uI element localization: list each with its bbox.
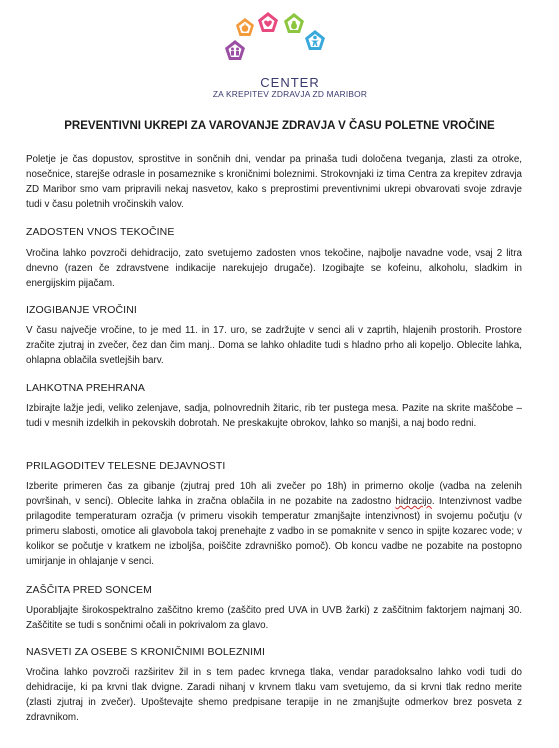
section-heading-physical-activity: PRILAGODITEV TELESNE DEJAVNOSTI (26, 460, 226, 472)
text-part: . Intenzivnost vadbe prilagodite temperaturam ozračja (v primeru visokih temperatur zmanjšajte intenzivnost) in svojemu počutju (v primeru slabosti, omotice ali glavobola takoj prenehajte z vadbo in se pomaknite v senco in spijte kozarec vode; v kolikor se počutje v kratkem ne izboljša, poiščite zdravniško pomoč). Ob koncu vadbe ne pozabite na postopno umirjanje in ohlajanje v senci. (26, 496, 523, 567)
intro-paragraph: Poletje je čas dopustov, sprostitve in sončnih dni, vendar pa prinaša tudi določena tveganja, zlasti za otroke, nosečnice, starejše odrasle in posameznike s kroničnimi boleznimi. Strokovnjaki iz tima Centra za krepitev zdravja ZD Maribor smo vam pripravili nekaj nasvetov, kako s preprostimi preventivnimi ukrepi obvarovati svoje zdravje tudi v času poletnih vročinskih valov. (26, 154, 522, 210)
section-text-physical-activity (26, 479, 522, 569)
section-text-heat-avoidance: V času največje vročine, to je med 11. in 17. uro, se zadržujte v senci ali v zaprtih, hlajenih prostorih. Prostore zračite zjutraj in zvečer, čez dan čim manj.. Doma se lahko ohladite tudi s hladno prho ali kopeljo. Oblecite lahka, ohlapna oblačila svetlejših barv. (26, 325, 522, 366)
section-heading-diet: LAHKOTNA PREHRANA (26, 382, 145, 394)
section-text-diet: Izbirajte lažje jedi, veliko zelenjave, sadja, polnovrednih žitaric, rib ter pustega mesa. Pazite na skrite maščobe – tudi v mesnih izdelkih in pekovskih dobrotah. Ne preskakujte obrokov, lahko so manjši, a naj bodo redni. (26, 403, 522, 429)
logo-text (190, 76, 390, 100)
section-heading-chronic-diseases: NASVETI ZA OSEBE S KRONIČNIMI BOLEZNIMI (26, 646, 266, 658)
spellcheck-flagged-word[interactable]: hidracijo (395, 496, 432, 507)
apple-icon (236, 18, 254, 36)
text-part: Izberite primeren čas za gibanje (zjutraj pred 10h ali zvečer po 18h) in primerno okolje (vadba na zelenih površinah, v senci). Oblecite lahka in zračna oblačila in ne pozabite na zadostno (26, 481, 522, 507)
section-heading-sun-protection: ZAŠČITA PRED SONCEM (26, 584, 152, 596)
section-text-sun-protection: Uporabljajte širokospektralno zaščitno kremo (zaščito pred UVA in UVB žarki) z zaščitnim faktorjem najmanj 30. Zaščitite se tudi s sončnimi očali in pokrivalom za glavo. (26, 605, 522, 631)
person-icon (305, 30, 325, 50)
logo-title: CENTER (260, 75, 320, 90)
center-logo (190, 12, 390, 102)
document-title: PREVENTIVNI UKREPI ZA VAROVANJE ZDRAVJA V ČASU POLETNE VROČINE (64, 120, 495, 132)
section-text-hydration: Vročina lahko povzroči dehidracijo, zato svetujemo zadosten vnos tekočine, najbolje navadne vode, vsaj 2 litra dnevno (razen če zdravstvene indikacije narekujejo drugače). Izogibajte se kofeinu, alkoholu, sladkim in energijskim pijačam. (26, 248, 522, 289)
section-heading-heat-avoidance: IZOGIBANJE VROČINI (26, 304, 137, 316)
logo-graphic (190, 12, 390, 76)
heart-icon (258, 12, 278, 32)
section-text-chronic-diseases: Vročina lahko povzroči razširitev žil in s tem padec krvnega tlaka, vendar paradoksalno lahko vodi tudi do dehidracije, ki pa krvni tlak dvigne. Zaradi nihanj v krvnem tlaku vam svetujemo, da si krvni tlak redno merite (zlasti zjutraj in zvečer). Upoštevajte shemo predpisane terapije in ne zmanjšujte odmerkov brez posveta z zdravnikom. (26, 667, 522, 723)
section-heading-hydration: ZADOSTEN VNOS TEKOČINE (26, 226, 175, 238)
group-icon (225, 40, 245, 60)
pear-icon (284, 13, 304, 33)
logo-subtitle: ZA KREPITEV ZDRAVJA ZD MARIBOR (212, 89, 368, 99)
